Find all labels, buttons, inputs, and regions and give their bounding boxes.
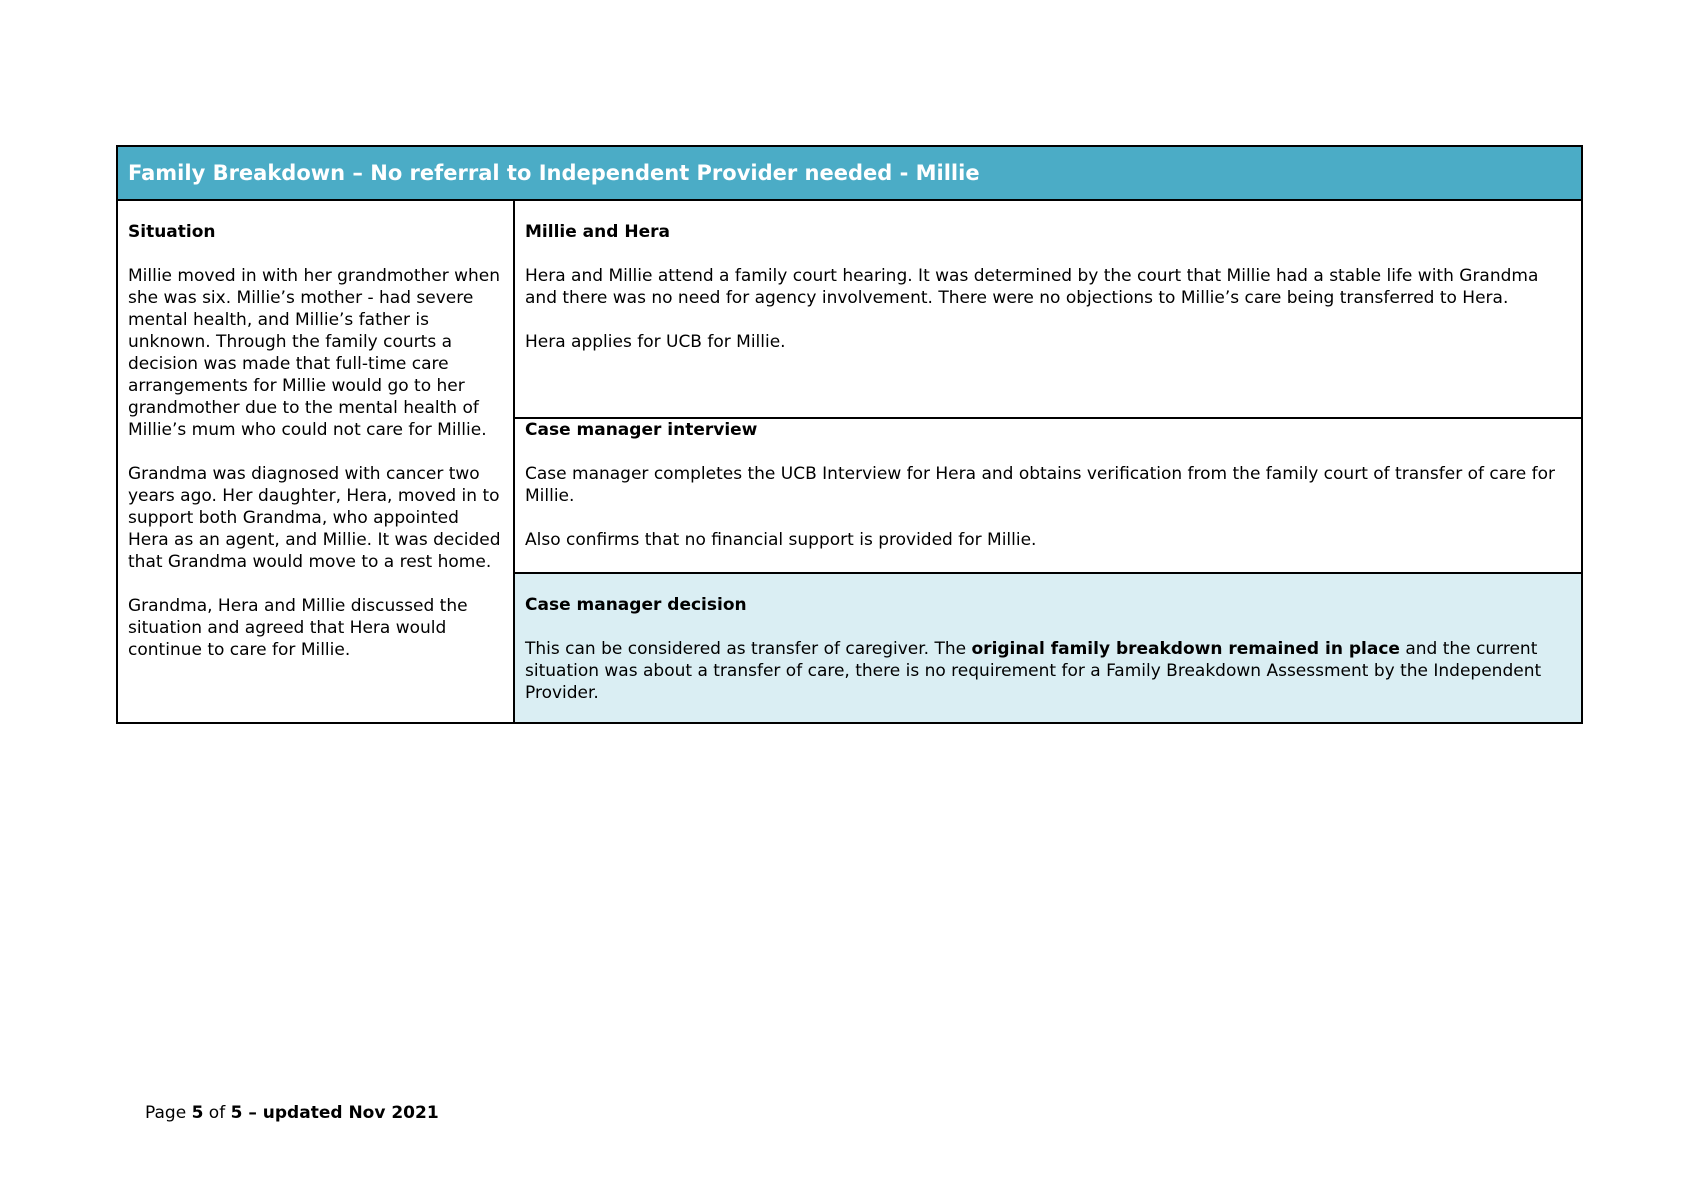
page-footer: [145, 1102, 439, 1124]
decision-text: and the current situation was about a transfer of care, there is no requirement for a Family Breakdown Assessment by the Independent Provider.: [525, 639, 1542, 703]
page-number: 5: [191, 1103, 204, 1123]
millie-hera-paragraph: Hera and Millie attend a family court hearing. It was determined by the court that Millie had a stable life with Grandma and there was no need for agency involvement. There were no objections to Millie’s care being transferred to Hera.: [525, 266, 1539, 308]
millie-hera-heading: Millie and Hera: [525, 222, 670, 242]
page-of: of: [203, 1103, 231, 1123]
updated-date: – updated Nov 2021: [242, 1103, 439, 1123]
decision-cell: [515, 574, 1581, 722]
decision-heading: Case manager decision: [525, 595, 747, 615]
situation-paragraph: Grandma, Hera and Millie discussed the situation and agreed that Hera would continue to care for Millie.: [128, 596, 468, 660]
interview-paragraph: Case manager completes the UCB Interview for Hera and obtains verification from the family court of transfer of care for Millie.: [525, 464, 1556, 506]
decision-text: This can be considered as transfer of caregiver. The: [525, 639, 972, 659]
page-total: 5: [230, 1103, 243, 1123]
millie-hera-cell: [515, 201, 1581, 419]
decision-paragraph: [525, 638, 1571, 704]
decision-bold-text: original family breakdown remained in place: [971, 639, 1400, 659]
interview-paragraph: Also confirms that no financial support is provided for Millie.: [525, 530, 1037, 550]
millie-hera-paragraph: Hera applies for UCB for Millie.: [525, 332, 786, 352]
situation-cell: [118, 201, 515, 722]
situation-paragraph: Grandma was diagnosed with cancer two years ago. Her daughter, Hera, moved in to support both Grandma, who appointed Hera as an agent, and Millie. It was decided that Grandma would move to a rest home.: [128, 464, 501, 572]
interview-cell: [515, 419, 1581, 574]
case-table: [116, 145, 1583, 724]
page-label: Page: [145, 1103, 192, 1123]
situation-paragraph: Millie moved in with her grandmother when she was six. Millie’s mother - had severe mental health, and Millie’s father is unknown. Through the family courts a decision was made that full-time care arrangements for Millie would go to her grandmother due to the mental health of Millie’s mum who could not care for Millie.: [128, 266, 501, 440]
table-title: Family Breakdown – No referral to Independent Provider needed - Millie: [118, 147, 1581, 201]
interview-heading: Case manager interview: [525, 420, 758, 440]
situation-heading: Situation: [128, 222, 216, 242]
